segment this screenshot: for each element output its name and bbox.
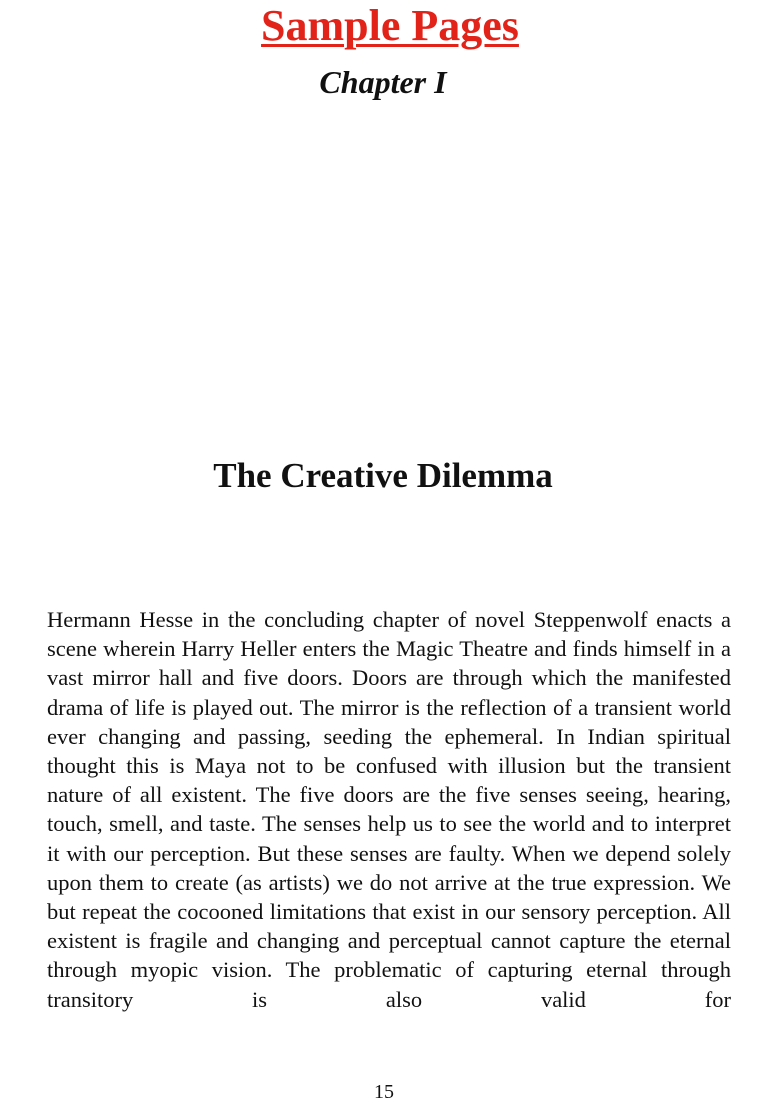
page-number: 15	[374, 1081, 394, 1103]
body-paragraph: Hermann Hesse in the concluding chapter of novel Steppenwolf enacts a scene wherein Harry Heller enters the Magic Theatre and finds himself in a vast mirror hall and five doors. Doors are through which the manifested drama of life is played out. The mirror is the reflection of a transient world ever changing and passing, seeding the ephemeral. In Indian spiritual thought this is Maya not to be confused with illusion but the transient nature of all existent. The five doors are the five senses seeing, hearing, touch, smell, and taste. The senses help us to see the world and to interpret it with our perception. But these senses are faulty. When we depend solely upon them to create (as artists) we do not arrive at the true expression. We but repeat the cocooned limitations that exist in our sensory perception. All existent is fragile and changing and perceptual cannot capture the eternal through myopic vision. The problematic of capturing eternal through transitory is also valid for	[47, 607, 731, 1012]
sample-pages-banner	[0, 0, 780, 50]
sample-pages-title: Sample Pages	[261, 1, 519, 50]
chapter-label: Chapter I	[319, 64, 447, 100]
section-title: The Creative Dilemma	[213, 456, 553, 495]
